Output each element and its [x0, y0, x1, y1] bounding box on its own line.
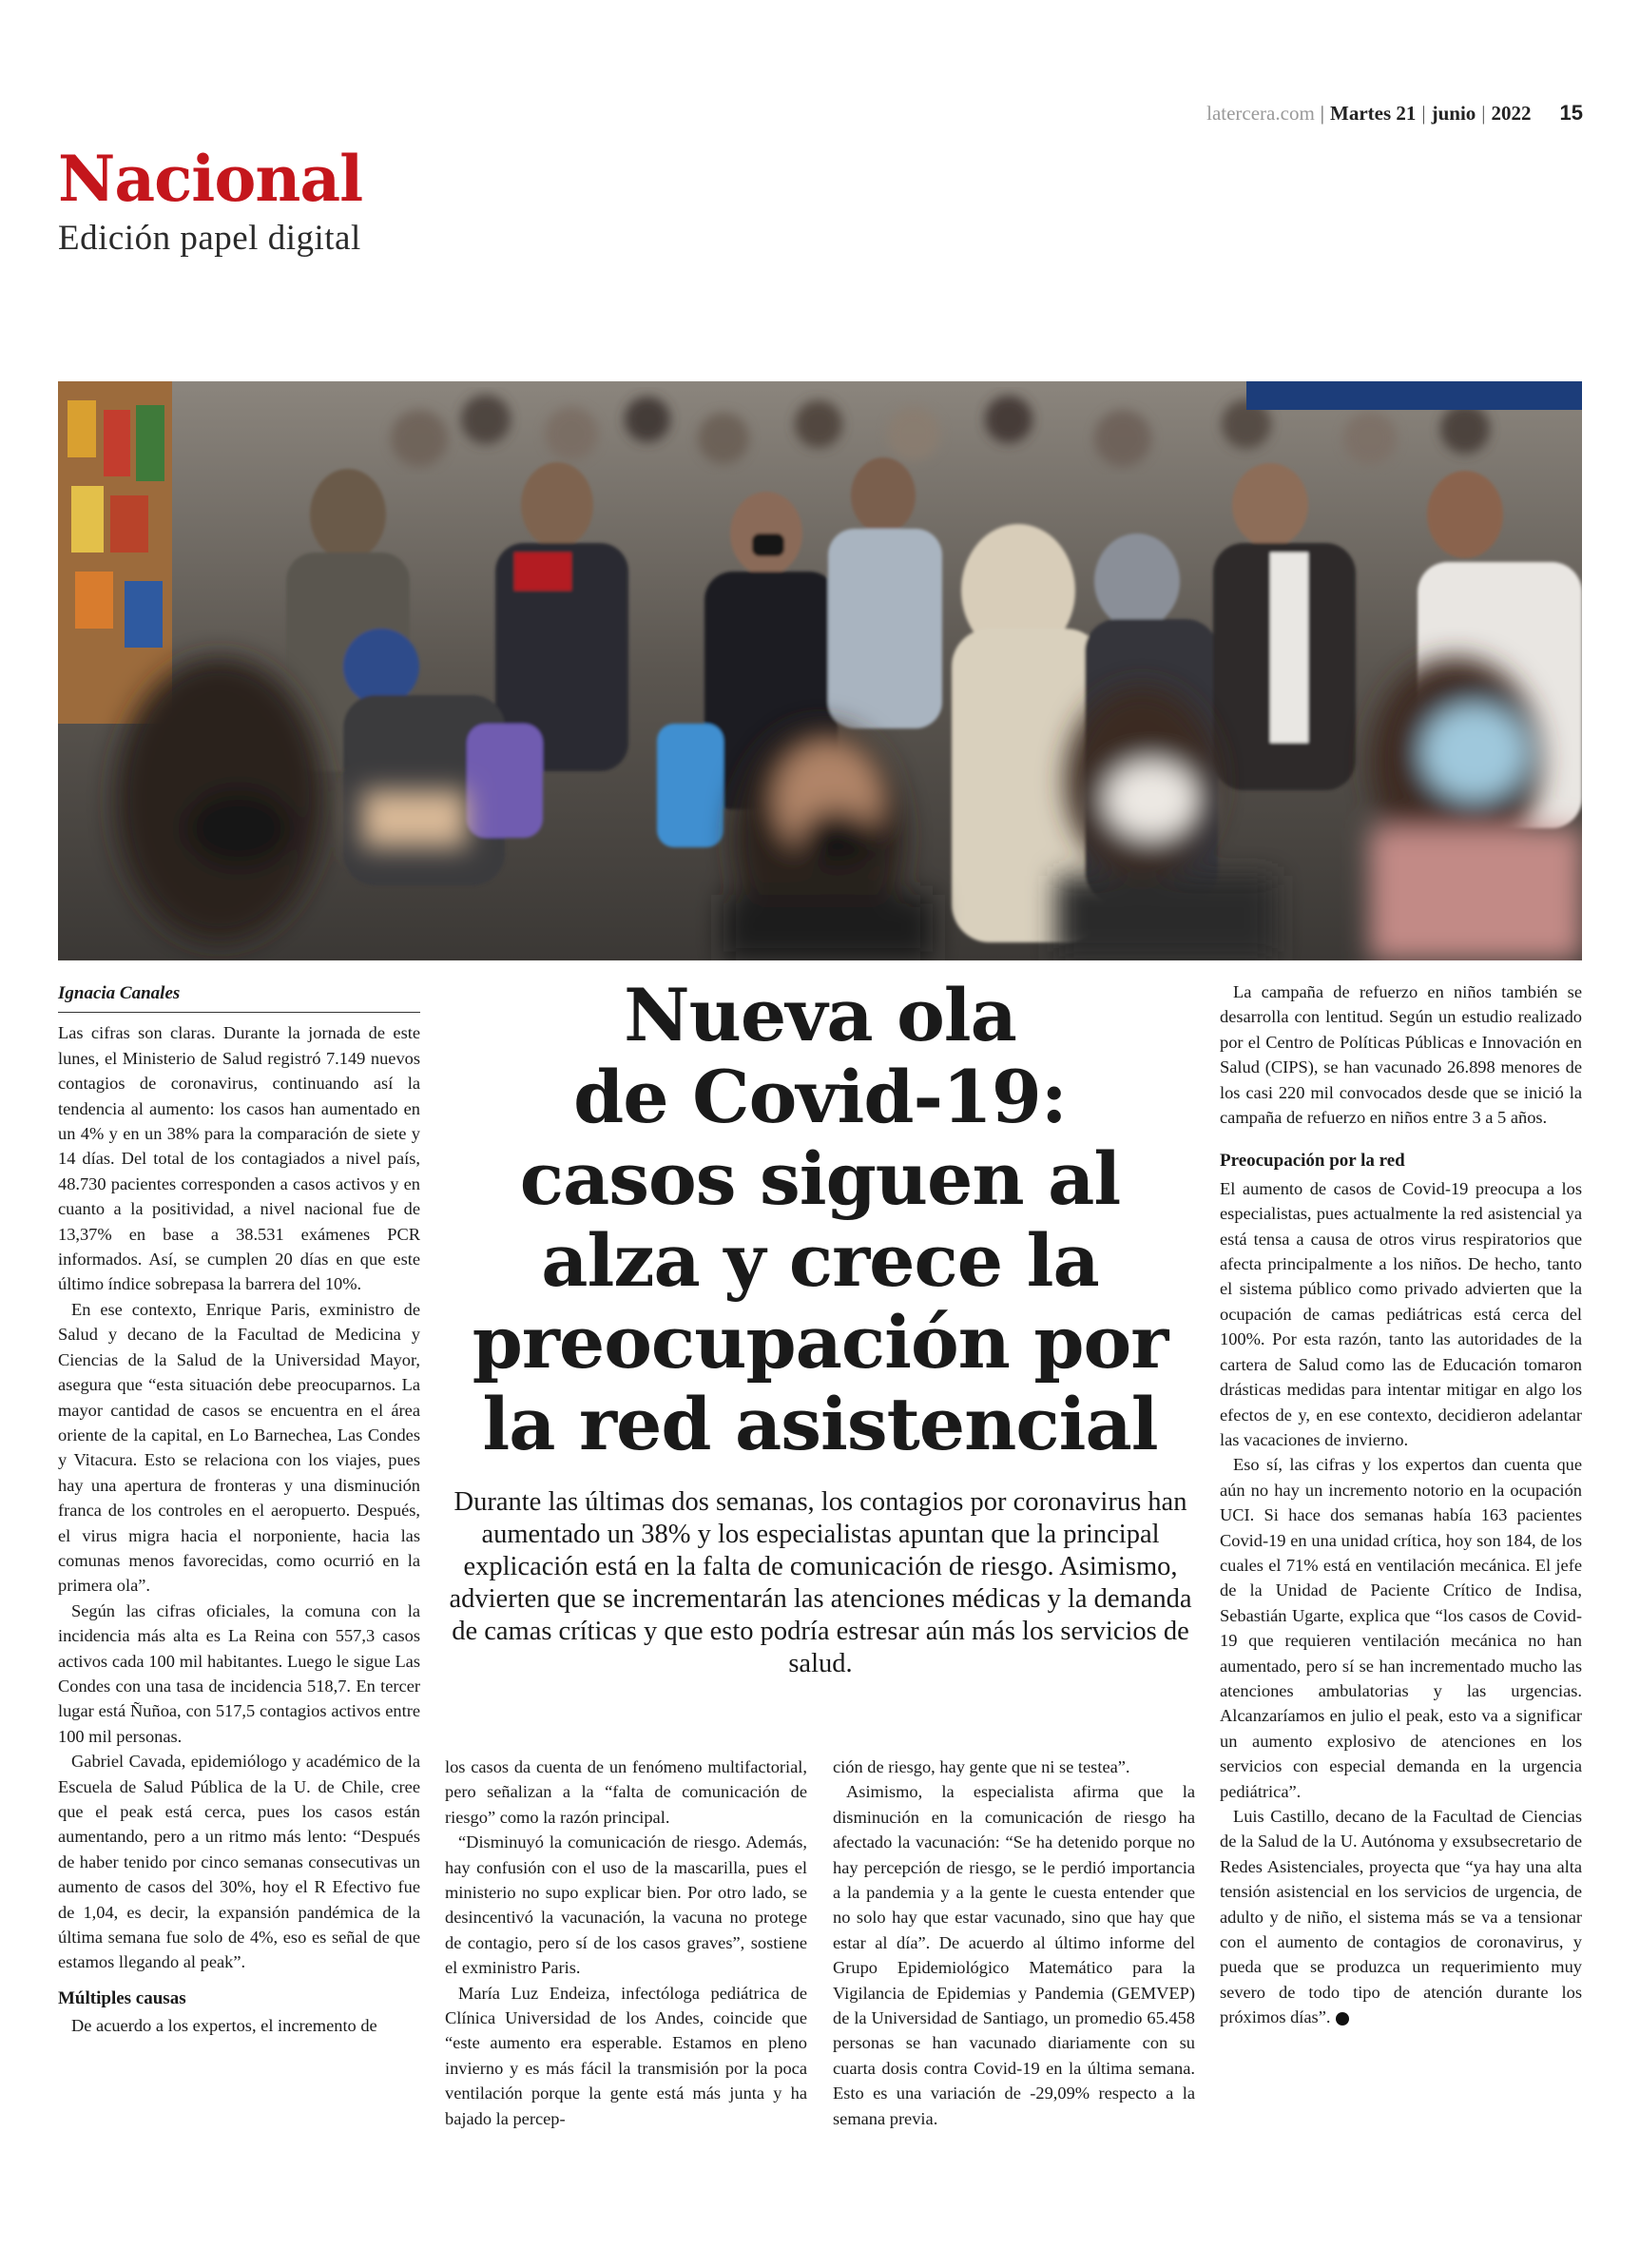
paragraph: En ese contexto, Enrique Paris, exministro de Salud y decano de la Facultad de Medicina y Ciencias de la Salud de la Universidad Mayor, asegura que “esta situación debe preocuparnos. La mayor cantidad de casos se encuentra en el área oriente de la capital, en Lo Barnechea, Las Condes y Vitacura. Esto se relaciona con los viajes, pues hay una apertura de fronteras y una disminución franca de los controles en el aeropuerto. Después, el virus migra hacia el norponiente, hacia las comunas menos favorecidas, como ocurrió en la primera ola”.: [58, 1299, 420, 1596]
page-header: latercera.com | Martes 21 | junio | 2022 15: [1206, 101, 1583, 125]
headline-line: la red asistencial: [482, 1382, 1158, 1466]
paragraph: De acuerdo a los expertos, el incremento de: [71, 2016, 377, 2036]
deck: Durante las últimas dos semanas, los contagios por coronavirus han aumentado un 38% y los especialistas apuntan que la principal explicación está en la falta de comunicación de riesgo. Asimismo, advierten que se incrementarán las atenciones médicas y la demanda de camas críticas y que esto podría estresar aún más los servicios de salud.: [449, 1487, 1192, 1678]
section-title: [58, 142, 363, 259]
paragraph: Según las cifras oficiales, la comuna con la incidencia más alta es La Reina con 557,3 casos activos cada 100 mil habitantes. Luego le sigue Las Condes con una tasa de incidencia 518,7. En tercer lugar está Ñuñoa, con 517,5 contagios activos entre 100 mil personas.: [58, 1600, 420, 1746]
paragraph: ción de riesgo, hay gente que ni se testea”.: [833, 1757, 1130, 1776]
date-day: Martes 21: [1330, 102, 1417, 125]
page-number: 15: [1559, 101, 1583, 125]
paragraph: los casos da cuenta de un fenómeno multifactorial, pero señalizan a la “falta de comunicación de riesgo” como la razón principal.: [445, 1757, 807, 1827]
paragraph: María Luz Endeiza, infectóloga pediátrica de Clínica Universidad de los Andes, coincide que “este aumento era esperable. Estamos en pleno invierno y es más fácil la transmisión por la poca ventilación porque la gente está más junta y ha bajado la percep-: [445, 1983, 807, 2128]
site-name: latercera.com: [1206, 102, 1315, 125]
paragraph: Eso sí, las cifras y los expertos dan cuenta que aún no hay un incremento notorio en la ocupación UCI. Si hace dos semanas había 163 pacientes Covid-19 en una unidad crítica, hoy son 184, de los cuales el 71% está en ventilación mecánica. El jefe de la Unidad de Paciente Crítico de Indisa, Sebastián Ugarte, explica que “los casos de Covid-19 que requieren ventilación mecánica no han aumentado, pero sí se han incrementado mucho las atenciones ambulatorias y las urgencias. Alcanzaríamos en julio el peak, esto va a significar un aumento explosivo de atenciones en los servicios con especial demanda en la urgencia pediátrica”.: [1220, 1455, 1582, 1801]
column-4: [1220, 979, 1582, 2030]
headline-line: preocupación por: [472, 1300, 1168, 1385]
headline-line: Nueva ola: [624, 973, 1016, 1057]
column-2: [445, 1754, 807, 2131]
date-year: 2022: [1491, 102, 1532, 125]
end-mark-icon: [1336, 2012, 1349, 2026]
subhead: Preocupación por la red: [1220, 1151, 1405, 1172]
column-1: [58, 981, 420, 2039]
paragraph: Asimismo, la especialista afirma que la disminución en la comunicación de riesgo ha afectado la vacunación: “Se ha detenido porque no hay percepción de riesgo, se le perdió importancia a la pandemia y a la gente le cuesta entender que no solo hay que estar vacunado, sino que hay que estar al día”. De acuerdo al último informe del Grupo Epidemiológico Matemático para la Vigilancia de Epidemias y Pandemia (GEMVEP) de la Universidad de Santiago, un promedio 65.458 personas se han vacunado diariamente con su cuarta dosis contra Covid-19 en la última semana. Esto es una variación de -29,09% respecto a la semana previa.: [833, 1782, 1195, 2128]
paragraph-text: Luis Castillo, decano de la Facultad de Ciencias de la Salud de la U. Autónoma y exsubsecretario de Redes Asistenciales, proyecta que “ya hay una alta tensión asistencial en los servicios de urgencia, de adulto y de niño, el sistema más se va a tensionar con el aumento de contagios de coronavirus, y pueda que se produzca un requerimiento muy severo de todo tipo de atención durante los próximos días”.: [1220, 1807, 1582, 2027]
paragraph: La campaña de refuerzo en niños también se desarrolla con lentitud. Según un estudio realizado por el Centro de Políticas Públicas e Innovación en Salud (CIPS), se han vacunado 26.898 menores de los casi 220 mil convocados desde que se inició la campaña de refuerzo en niños entre 3 a 5 años.: [1220, 982, 1582, 1128]
paragraph: Las cifras son claras. Durante la jornada de este lunes, el Ministerio de Salud registró 7.149 nuevos contagios de coronavirus, continuando así la tendencia al aumento: los casos han aumentado en un 4% y en un 38% para la comparación de siete y 14 días. Del total de los contagiados a nivel país, 48.730 pacientes corresponden a casos activos y en cuanto a la positividad, a nivel nacional fue de 13,37% en base a 38.531 exámenes PCR informados. Así, se cumplen 20 días en que este último índice sobrepasa la barrera del 10%.: [58, 1023, 420, 1294]
date-month: junio: [1431, 102, 1476, 125]
crowd-photo: [58, 381, 1582, 960]
byline: Ignacia Canales: [58, 981, 420, 1013]
paragraph: [1220, 1804, 1582, 2030]
column-3: [833, 1754, 1195, 2131]
paragraph: Gabriel Cavada, epidemiólogo y académico de la Escuela de Salud Pública de la U. de Chile, cree que el peak está cerca, pues los casos están aumentando, pero a un ritmo más lento: “Después de haber tenido por cinco semanas consecutivas un aumento de casos del 30%, hoy el R Efectivo fue de 1,04, es decir, la expansión pandémica de la última semana fue solo de 4%, eso es señal de que estamos llegando al peak”.: [58, 1752, 420, 1972]
headline-line: de Covid-19:: [573, 1055, 1067, 1139]
subhead: Múltiples causas: [58, 1987, 186, 2008]
section-subtitle: Edición papel digital: [58, 219, 361, 258]
headline-line: casos siguen al: [519, 1136, 1121, 1221]
headline-line: alza y crece la: [541, 1218, 1099, 1303]
headline: [447, 975, 1193, 1465]
paragraph: “Disminuyó la comunicación de riesgo. Además, hay confusión con el uso de la mascarilla, pues el ministerio no supo explicar bien. Por otro lado, se desincentivó la vacunación, la vacuna no protege de contagio, pero sí de los casos graves”, sostiene el exministro Paris.: [445, 1832, 807, 1978]
paragraph: El aumento de casos de Covid-19 preocupa a los especialistas, pues actualmente la red asistencial ya está tensa a causa de otros virus respiratorios que afecta principalmente a los niños. De hecho, tanto el sistema público como privado advierten que la ocupación de camas pediátricas está cerca del 100%. Por esta razón, tanto las autoridades de la cartera de Salud como las de Educación tomaron drásticas medidas para intentar mitigar en algo los efectos de y, en ese contexto, decidieron adelantar las vacaciones de invierno.: [1220, 1178, 1582, 1449]
section-name: Nacional: [58, 142, 363, 216]
